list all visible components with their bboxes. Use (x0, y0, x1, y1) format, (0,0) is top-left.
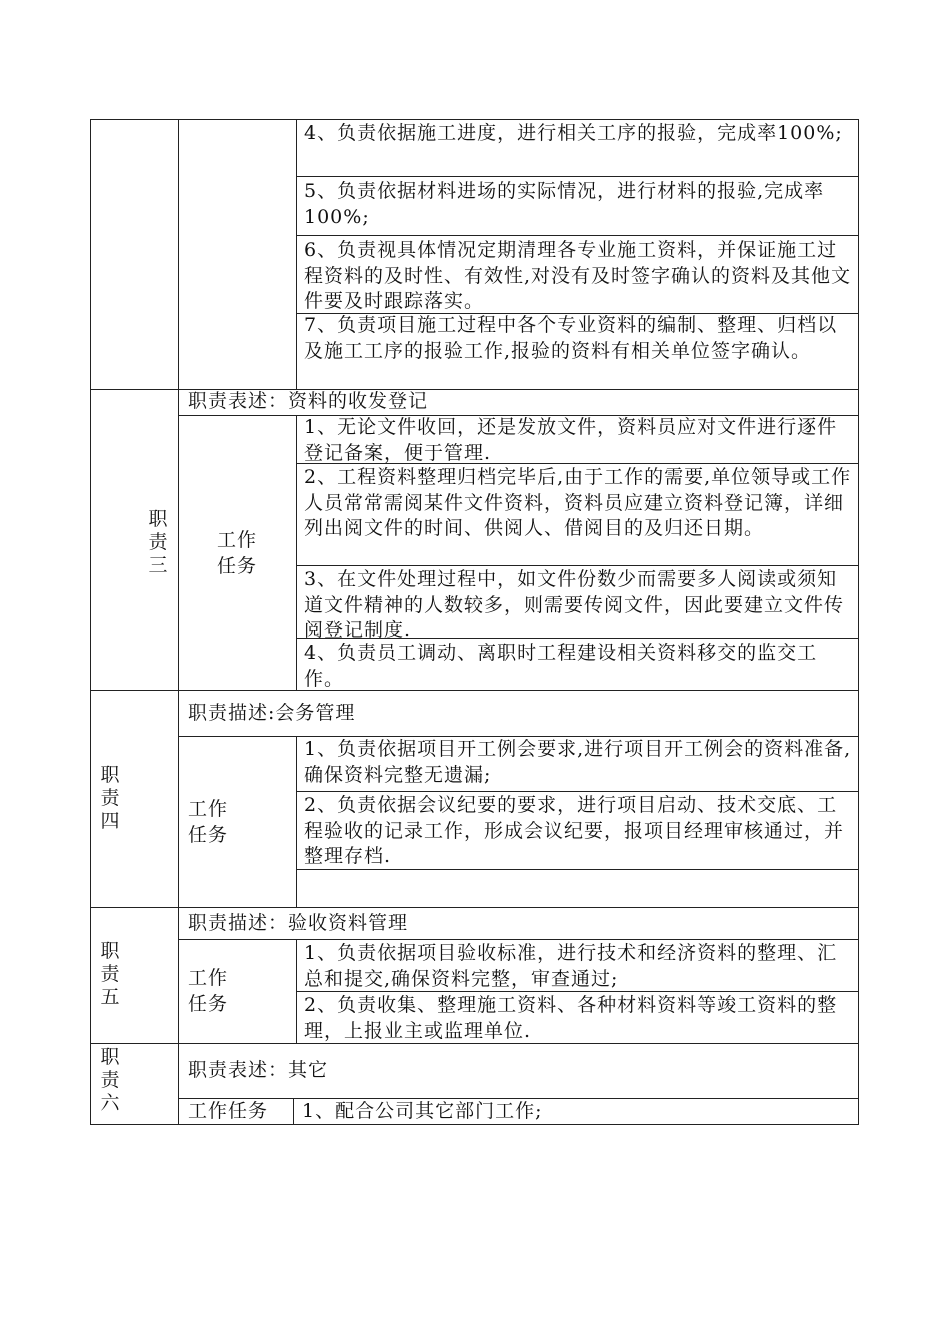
duty-description: 职责表述：其它 (188, 1059, 329, 1081)
task-label: 工作任务 (188, 1100, 269, 1122)
task-item: 2、负责收集、整理施工资料、各种材料资料等竣工资料的整理，上报业主或监理单位. (304, 994, 838, 1042)
task-item: 4、负责依据施工进度，进行相关工序的报验，完成率100%; (304, 122, 843, 144)
task-item: 7、负责项目施工过程中各个专业资料的编制、整理、归档以及施工工序的报验工作,报验的资料有相关单位签字确认。 (304, 314, 838, 362)
duty-label: 职责六 (100, 1046, 120, 1114)
task-label: 工作任务 (216, 529, 257, 577)
duty-description: 职责描述：验收资料管理 (188, 912, 409, 934)
duty-description: 职责表述：资料的收发登记 (188, 390, 429, 412)
task-label: 工作任务 (188, 967, 229, 1015)
task-item: 6、负责视具体情况定期清理各专业施工资料，并保证施工过程资料的及时性、有效性,对没有及时签字确认的资料及其他文件要及时跟踪落实。 (304, 239, 852, 312)
task-item: 2、工程资料整理归档完毕后,由于工作的需要,单位领导或工作人员常常需阅某件文件资料，资料员应建立资料登记簿，详细列出阅文件的时间、供阅人、借阅目的及归还日期。 (304, 466, 852, 539)
task-item: 2、负责依据会议纪要的要求，进行项目启动、技术交底、工程验收的记录工作，形成会议纪要，报项目经理审核通过，并整理存档. (304, 794, 845, 867)
duty-label: 职责五 (100, 940, 120, 1008)
duty-label: 职责三 (148, 508, 168, 576)
duty-label: 职责四 (100, 764, 120, 832)
task-item: 3、在文件处理过程中，如文件份数少而需要多人阅读或须知道文件精神的人数较多，则需要传阅文件，因此要建立文件传阅登记制度. (304, 568, 845, 641)
task-item: 1、负责依据项目验收标准，进行技术和经济资料的整理、汇总和提交,确保资料完整，审查通过; (304, 942, 838, 990)
duty-description: 职责描述:会务管理 (188, 702, 356, 724)
task-item: 1、负责依据项目开工例会要求,进行项目开工例会的资料准备,确保资料完整无遗漏; (304, 738, 852, 786)
task-item: 4、负责员工调动、离职时工程建设相关资料移交的监交工作。 (304, 642, 818, 690)
task-item: 5、负责依据材料进场的实际情况，进行材料的报验,完成率 100%; (304, 180, 825, 228)
task-item: 1、无论文件收回，还是发放文件，资料员应对文件进行逐件登记备案，便于管理. (304, 416, 838, 464)
task-item: 1、配合公司其它部门工作; (302, 1100, 543, 1122)
task-label: 工作任务 (188, 798, 229, 846)
